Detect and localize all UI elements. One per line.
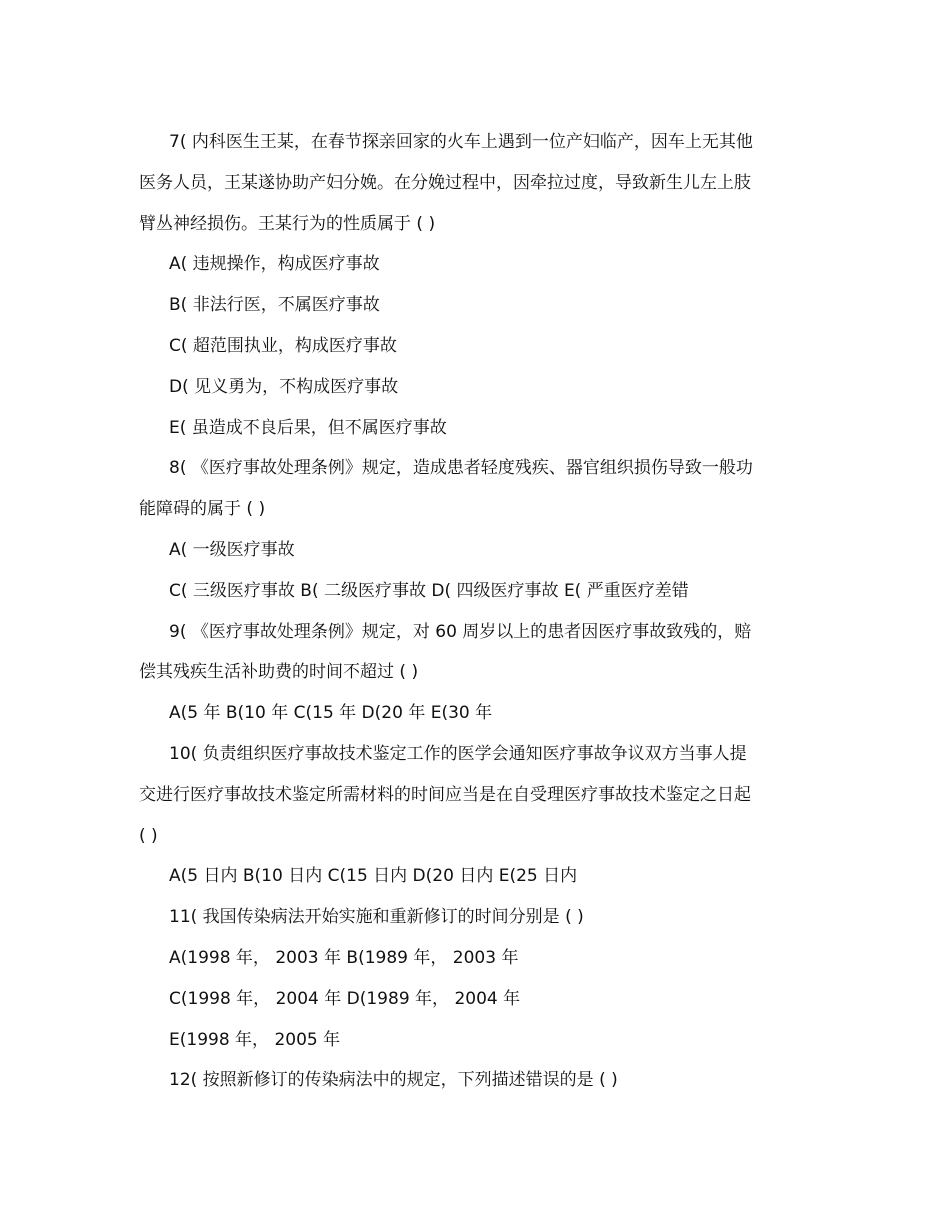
- question-7-option-a: A( 违规操作，构成医疗事故: [169, 254, 380, 275]
- question-7-option-d: D( 见义勇为，不构成医疗事故: [169, 376, 399, 397]
- question-7-option-e: E( 虽造成不良后果，但不属医疗事故: [169, 417, 447, 438]
- question-12-line-1: 12( 按照新修订的传染病法中的规定，下列描述错误的是 ( ): [169, 1070, 618, 1091]
- question-8-line-2: 能障碍的属于 ( ): [139, 499, 266, 520]
- question-10-line-1: 10( 负责组织医疗事故技术鉴定工作的医学会通知医疗事故争议双方当事人提: [169, 743, 747, 764]
- question-7-line-2: 医务人员，王某遂协助产妇分娩。在分娩过程中，因牵拉过度，导致新生儿左上肢: [139, 172, 751, 193]
- question-9-options: A(5 年 B(10 年 C(15 年 D(20 年 E(30 年: [169, 703, 493, 724]
- question-9-line-2: 偿其残疾生活补助费的时间不超过 ( ): [139, 662, 419, 683]
- question-7-line-1: 7( 内科医生王某，在春节探亲回家的火车上遇到一位产妇临产，因车上无其他: [169, 132, 753, 152]
- document-body: [139, 122, 779, 1101]
- question-7-option-c: C( 超范围执业，构成医疗事故: [169, 335, 397, 356]
- question-11-option-e: E(1998 年， 2005 年: [169, 1029, 341, 1050]
- question-8-line-1: 8( 《医疗事故处理条例》规定，造成患者轻度残疾、器官组织损伤导致一般功: [169, 458, 753, 479]
- question-8-options-b-e: C( 三级医疗事故 B( 二级医疗事故 D( 四级医疗事故 E( 严重医疗差错: [169, 580, 689, 601]
- question-11-options-c-d: C(1998 年， 2004 年 D(1989 年， 2004 年: [169, 988, 521, 1009]
- question-11-line-1: 11( 我国传染病法开始实施和重新修订的时间分别是 ( ): [169, 907, 584, 928]
- question-8-option-a: A( 一级医疗事故: [169, 539, 295, 560]
- question-9-line-1: 9( 《医疗事故处理条例》规定，对 60 周岁以上的患者因医疗事故致残的，赔: [169, 621, 752, 642]
- question-10-options: A(5 日内 B(10 日内 C(15 日内 D(20 日内 E(25 日内: [169, 866, 578, 887]
- question-7-line-3: 臂丛神经损伤。王某行为的性质属于 ( ): [139, 213, 436, 234]
- question-10-line-2: 交进行医疗事故技术鉴定所需材料的时间应当是在自受理医疗事故技术鉴定之日起: [139, 784, 751, 805]
- question-11-options-a-b: A(1998 年， 2003 年 B(1989 年， 2003 年: [169, 947, 519, 968]
- question-10-line-3: ( ): [139, 825, 158, 846]
- question-7-option-b: B( 非法行医，不属医疗事故: [169, 295, 380, 316]
